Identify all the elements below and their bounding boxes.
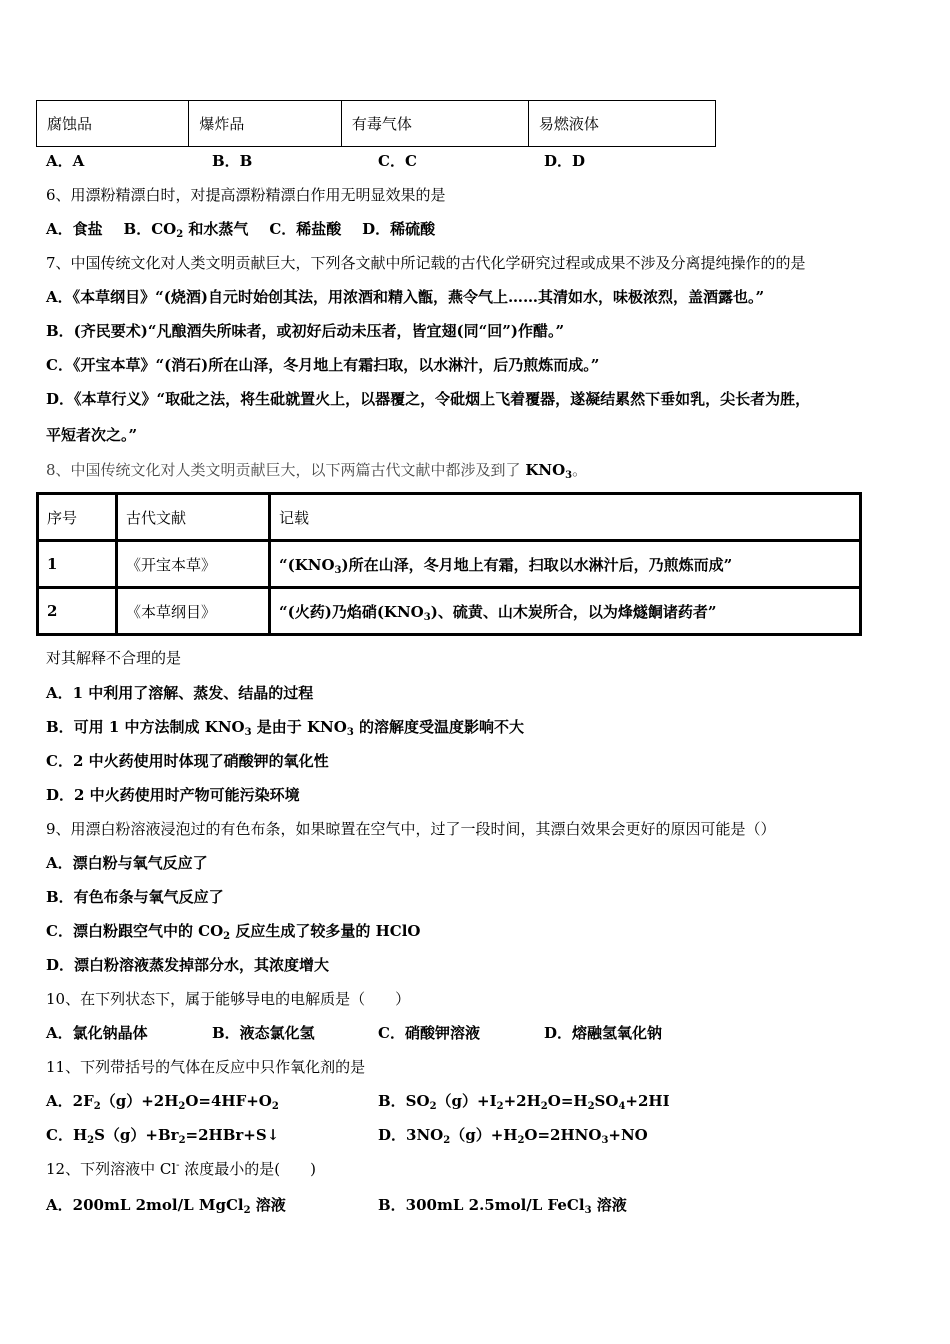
q10-option-d: D．熔融氢氧化钠 xyxy=(544,1024,663,1042)
table-cell: 爆炸品 xyxy=(189,101,341,147)
q9-option-a: A．漂白粉与氧气反应了 xyxy=(46,854,208,872)
q12-stem: 12、下列溶液中 Cl- 浓度最小的是( ) xyxy=(46,1160,317,1178)
q8-option-c: C．2 中火药使用时体现了硝酸钾的氧化性 xyxy=(46,752,329,770)
q10-option-b: B．液态氯化氢 xyxy=(212,1024,315,1042)
q11-option-b: B．$SO_2(g)+I_2+2H_2O=H_2SO_4+2HI$ xyxy=(378,1092,670,1112)
table-header: 古代文献 xyxy=(117,494,270,541)
q11-stem: 11、下列带括号的气体在反应中只作氧化剂的是 xyxy=(46,1058,366,1076)
q10-stem: 10、在下列状态下，属于能够导电的电解质是（ ） xyxy=(46,990,411,1008)
q9-option-c: C．漂白粉跟空气中的 $CO_2$ 反应生成了较多量的 HClO xyxy=(46,922,421,942)
q5-option-c: C．C xyxy=(378,152,417,170)
q8-option-b: B．可用 1 中方法制成 $KNO_3$ 是由于 $KNO_3$ 的溶解度受温度影响不大 xyxy=(46,718,525,738)
table-cell: 2 xyxy=(38,588,117,635)
table-header: 序号 xyxy=(38,494,117,541)
table-row xyxy=(38,541,861,588)
q9-option-d: D．漂白粉溶液蒸发掉部分水，其浓度增大 xyxy=(46,956,330,974)
q6-stem: 6、用漂粉精漂白时，对提高漂粉精漂白作用无明显效果的是 xyxy=(46,186,446,204)
q7-option-a: A．《本草纲目》“(烧酒)自元时始创其法，用浓酒和精入甑，燕令气上……其清如水，味极浓烈，盖酒露也。” xyxy=(46,288,765,306)
q10-option-a: A．氯化钠晶体 xyxy=(46,1024,148,1042)
q5-option-a: A．A xyxy=(46,152,85,170)
q8-ask: 对其解释不合理的是 xyxy=(46,649,182,667)
q10-option-c: C．硝酸钾溶液 xyxy=(378,1024,480,1042)
ancient-literature-table xyxy=(36,492,862,636)
table-cell: 易燃液体 xyxy=(528,101,715,147)
q6-options xyxy=(46,219,435,239)
q6-option-b: B．$CO_2$ 和水蒸气 xyxy=(123,220,249,240)
q12-option-b: B．300mL 2.5mol/L FeCl$_3$ 溶液 xyxy=(378,1196,627,1216)
table-cell: “(火药)乃焰硝$(KNO_3)$、硫黄、山木炭所合，以为烽燧餇诸药者” xyxy=(270,588,861,635)
table-cell: 1 xyxy=(38,541,117,588)
q8-stem: 8、中国传统文化对人类文明贡献巨大，以下两篇古代文献中都涉及到了 $KNO_3$。 xyxy=(46,461,588,481)
q7-option-c: C．《开宝本草》“(消石)所在山泽，冬月地上有霜扫取，以水淋汁，后乃煎炼而成。” xyxy=(46,356,600,374)
table-cell: “$(KNO_3)$所在山泽，冬月地上有霜，扫取以水淋汁后，乃煎炼而成” xyxy=(270,541,861,588)
q11-option-d: D．$3NO_2(g)+H_2O=2HNO_3+NO$ xyxy=(378,1126,648,1146)
q5-option-b: B．B xyxy=(212,152,253,170)
q6-option-d: D．稀硫酸 xyxy=(362,220,436,238)
q12-option-a: A．200mL 2mol/L MgCl$_2$ 溶液 xyxy=(46,1196,286,1216)
q8-option-d: D．2 中火药使用时产物可能污染环境 xyxy=(46,786,300,804)
q7-option-d-cont: 平短者次之。” xyxy=(46,426,138,444)
q11-option-a: A．$2F_2(g)+2H_2O=4HF+O_2$ xyxy=(46,1092,279,1112)
q6-option-a: A．食盐 xyxy=(46,220,103,238)
q8-option-a: A．1 中利用了溶解、蒸发、结晶的过程 xyxy=(46,684,314,702)
table-cell: 有毒气体 xyxy=(341,101,528,147)
table-cell: 腐蚀品 xyxy=(37,101,189,147)
table-cell: 《开宝本草》 xyxy=(117,541,270,588)
q9-option-b: B．有色布条与氧气反应了 xyxy=(46,888,224,906)
q7-option-d: D．《本草行义》“取砒之法，将生砒就置火上，以器覆之，令砒烟上飞着覆器，遂凝结累然下垂如乳，尖长者为胜， xyxy=(46,390,811,408)
q9-stem: 9、用漂白粉溶液浸泡过的有色布条，如果晾置在空气中，过了一段时间，其漂白效果会更好的原因可能是（） xyxy=(46,820,776,838)
q11-option-c: C．$H_2S(g)+Br_2=2HBr+S↓$ xyxy=(46,1126,280,1146)
table-header: 记载 xyxy=(270,494,861,541)
table-row xyxy=(38,588,861,635)
q5-option-d: D．D xyxy=(544,152,586,170)
q6-option-c: C．稀盐酸 xyxy=(269,220,342,238)
q7-stem: 7、中国传统文化对人类文明贡献巨大，下列各文献中所记载的古代化学研究过程或成果不涉及分离提纯操作的的是 xyxy=(46,254,806,272)
q7-option-b: B．(齐民要术)“凡酿酒失所味者，或初好后动未压者，皆宜翅(同“回”)作醋。” xyxy=(46,322,565,340)
table-cell: 《本草纲目》 xyxy=(117,588,270,635)
hazard-label-table xyxy=(36,100,716,147)
